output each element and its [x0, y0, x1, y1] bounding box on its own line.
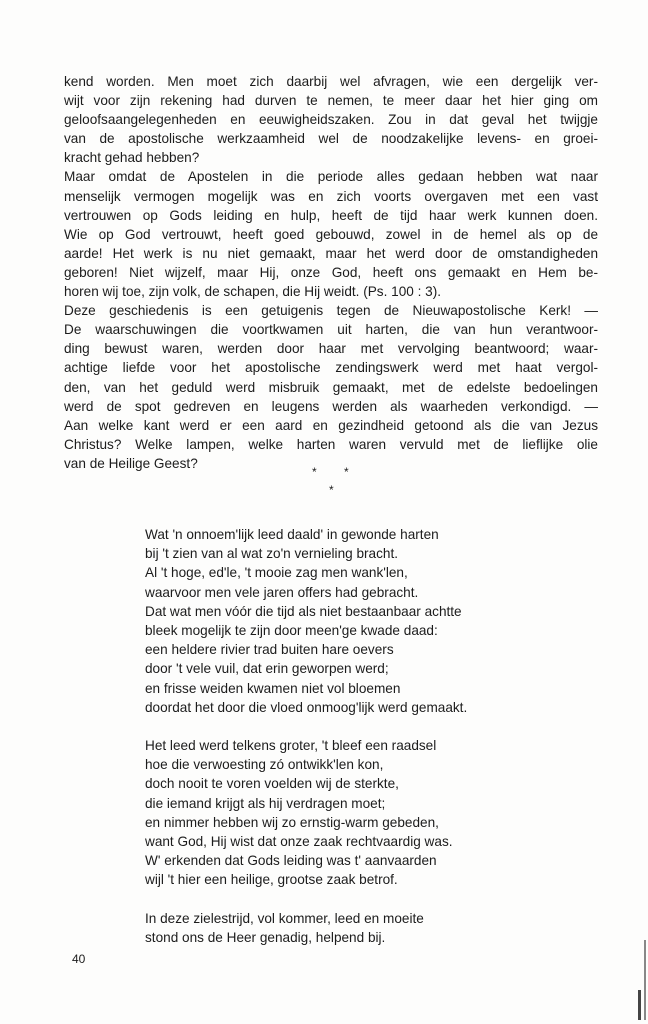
- prose-line: De waarschuwingen die voortkwamen uit harten, die van hun verantwoor-: [64, 322, 598, 338]
- page-number: 40: [72, 952, 86, 966]
- poem-line: waarvoor men vele jaren offers had gebracht.: [145, 584, 419, 600]
- prose-line: Christus? Welke lampen, welke harten waren vervuld met de lieflijke olie: [64, 436, 598, 452]
- asterism-star: *: [312, 465, 317, 479]
- prose-line: Wie op God vertrouwt, heeft goed gebouwd, zowel in de hemel als op de: [64, 226, 598, 242]
- poem-line: wijl 't hier een heilige, grootse zaak betrof.: [145, 872, 398, 888]
- prose-line: geloofsaangelegenheden en eeuwigheidszaken. Zou in dat geval het twijgje: [64, 112, 598, 128]
- prose-line: kend worden. Men moet zich daarbij wel afvragen, wie een dergelijk ver-: [64, 74, 598, 89]
- section-divider-asterism: [300, 466, 360, 500]
- prose-line: kracht gehad hebben?: [64, 150, 200, 166]
- poem-stanza-3: [145, 909, 585, 947]
- poem-line: bleek mogelijk te zijn door meen'ge kwade daad:: [145, 623, 438, 639]
- prose-line: horen wij toe, zijn volk, de schapen, die Hij weidt. (Ps. 100 : 3).: [64, 284, 442, 300]
- scan-edge-shadow: [638, 990, 641, 1020]
- prose-line: werd de spot gedreven en leugens werden als waarheden verkondigd. —: [64, 398, 598, 414]
- poem-stanza-1: [145, 525, 585, 717]
- prose-line: wijt voor zijn rekening had durven te nemen, te meer daar het hier ging om: [64, 93, 598, 109]
- poem-line: en nimmer hebben wij zo ernstig-warm gebeden,: [145, 814, 439, 830]
- poem-line: doordat het door die vloed onmoog'lijk werd gemaakt.: [145, 699, 468, 715]
- poem-line: die iemand krijgt als hij verdragen moet;: [145, 795, 386, 811]
- asterism-star: *: [344, 465, 349, 479]
- poem: [145, 525, 585, 966]
- poem-line: stond ons de Heer genadig, helpend bij.: [145, 929, 386, 945]
- poem-line: Dat wat men vóór die tijd als niet bestaanbaar achtte: [145, 603, 462, 619]
- prose-line: ding bewust waren, werden door haar met vervolging beantwoord; waar-: [64, 341, 598, 357]
- poem-line: door 't vele vuil, dat erin geworpen werd;: [145, 661, 389, 677]
- poem-line: een heldere rivier trad buiten hare oevers: [145, 642, 394, 658]
- poem-line: Al 't hoge, ed'le, 't mooie zag men wank'len,: [145, 565, 408, 581]
- scan-edge-shadow: [644, 940, 646, 1020]
- poem-line: In deze zielestrijd, vol kommer, leed en moeite: [145, 910, 424, 926]
- prose-line: aarde! Het werk is nu niet gemaakt, maar het werd door de omstandigheden: [64, 245, 598, 261]
- prose-line: van de apostolische werkzaamheid wel de noodzakelijke levens- en groei-: [64, 131, 598, 147]
- prose-line: vertrouwen op Gods leiding en hulp, heeft de tijd haar werk kunnen doen.: [64, 207, 598, 223]
- prose-paragraphs: [64, 72, 598, 473]
- prose-line: geboren! Niet wijzelf, maar Hij, onze God, heeft ons gemaakt en Hem be-: [64, 264, 598, 280]
- poem-line: Wat 'n onnoem'lijk leed daald' in gewonde harten: [145, 527, 439, 542]
- poem-stanza-2: [145, 736, 585, 890]
- asterism-star: *: [329, 483, 334, 497]
- prose-line: Aan welke kant werd er een aard en gezindheid getoond als die van Jezus: [64, 417, 598, 433]
- prose-line: Maar omdat de Apostelen in die periode alles gedaan hebben wat naar: [64, 169, 598, 185]
- poem-line: hoe die verwoesting zó ontwikk'len kon,: [145, 757, 384, 773]
- prose-line: van de Heilige Geest?: [64, 455, 198, 471]
- prose-line: menselijk vermogen mogelijk was en zich voorts overgaven met een vast: [64, 188, 598, 204]
- poem-line: want God, Hij wist dat onze zaak rechtvaardig was.: [145, 834, 453, 850]
- poem-line: doch nooit te voren voelden wij de sterkte,: [145, 776, 399, 792]
- poem-line: en frisse weiden kwamen niet vol bloemen: [145, 680, 401, 696]
- poem-line: bij 't zien van al wat zo'n vernieling bracht.: [145, 546, 399, 562]
- poem-line: Het leed werd telkens groter, 't bleef een raadsel: [145, 738, 437, 754]
- prose-line: achtige liefde voor het apostolische zendingswerk werd met haat vergol-: [64, 360, 598, 376]
- prose-line: den, van het geduld werd misbruik gemaakt, met de edelste bedoelingen: [64, 379, 598, 395]
- prose-line: Deze geschiedenis is een getuigenis tegen de Nieuwapostolische Kerk! —: [64, 303, 598, 319]
- poem-line: W' erkenden dat Gods leiding was t' aanvaarden: [145, 853, 437, 869]
